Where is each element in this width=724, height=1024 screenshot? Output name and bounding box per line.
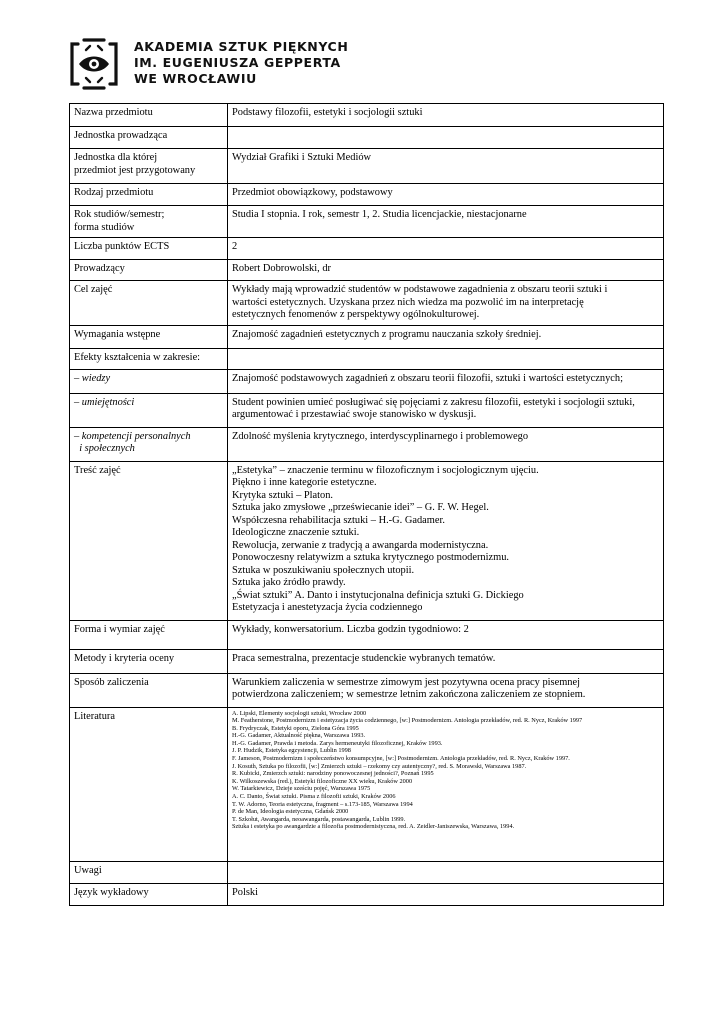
institution-line-2: IM. EUGENIUSZA GEPPERTA — [134, 55, 341, 70]
tresc-line: Ideologiczne znaczenie sztuki. — [232, 527, 360, 538]
value-rok: Studia I stopnia. I rok, semestr 1, 2. Studia licencjackie, niestacjonarne — [228, 206, 664, 238]
literatura-item: H.-G. Gadamer, Aktualność piękna, Warszawa 1993. — [232, 732, 366, 740]
label-rok-line-1: Rok studiów/semestr; — [74, 209, 165, 220]
umiejetnosci-line: argumentować i przestawiać swoje stanowisko w dyskusji. — [232, 409, 477, 420]
row-nazwa — [70, 104, 664, 127]
institution-line-1: AKADEMIA SZTUK PIĘKNYCH — [134, 39, 349, 54]
value-nazwa: Podstawy filozofii, estetyki i socjologii sztuki — [228, 104, 664, 127]
umiejetnosci-line: Student powinien umieć posługiwać się pojęciami z zakresu filozofii, estetyki i socjologii sztuki, — [232, 396, 635, 408]
row-tresc — [70, 461, 664, 620]
tresc-line: Sztuka w poszukiwaniu społecznych utopii. — [232, 564, 415, 576]
value-literatura — [228, 707, 664, 861]
value-prowadzacy: Robert Dobrowolski, dr — [228, 260, 664, 281]
label-dla-ktorej — [70, 149, 228, 184]
row-ects — [70, 238, 664, 260]
literatura-item: M. Featherstone, Postmodernizm i estetyzacja życia codziennego, [w:] Postmodernizm. Antologia przekładów, red. R. Nycz, Kraków 1997 — [232, 717, 583, 725]
value-jezyk: Polski — [228, 883, 664, 905]
sposob-line: Warunkiem zaliczenia w semestrze zimowym jest pozytywna ocena pracy pisemnej — [232, 676, 580, 688]
label-dla-ktorej-line-2: przedmiot jest przygotowany — [74, 164, 196, 176]
institution-line-3: WE WROCŁAWIU — [134, 71, 257, 86]
row-kompetencje — [70, 427, 664, 461]
value-uwagi — [228, 861, 664, 883]
value-dla-ktorej: Wydział Grafiki i Sztuki Mediów — [228, 149, 664, 184]
label-kompetencje — [70, 427, 228, 461]
cel-line: wartości estetycznych. Uzyskana przez nich wiedza ma pozwolić im na interpretację — [232, 296, 584, 308]
row-umiejetnosci — [70, 393, 664, 427]
row-jezyk — [70, 883, 664, 905]
row-cel — [70, 281, 664, 326]
institution-name — [134, 39, 348, 87]
row-wiedzy — [70, 369, 664, 393]
label-prowadzacy: Prowadzący — [70, 260, 228, 281]
literatura-item: H.-G. Gadamer, Prawda i metoda. Zarys hermeneutyki filozoficznej, Kraków 1993. — [232, 739, 443, 747]
row-literatura — [70, 707, 664, 861]
label-wiedzy: – wiedzy — [70, 369, 228, 393]
cel-line: Wykłady mają wprowadzić studentów w podstawowe zagadnienia z obszaru teorii sztuki i — [232, 284, 608, 295]
value-wiedzy — [228, 369, 664, 393]
value-forma: Wykłady, konwersatorium. Liczba godzin tygodniowo: 2 — [228, 620, 664, 649]
value-umiejetnosci — [228, 393, 664, 427]
literatura-item: K. Wilkoszewska (red.), Estetyki filozoficzne XX wieku, Kraków 2000 — [232, 777, 413, 785]
tresc-line: Ponowoczesny relatywizm a sztuka krytycznego postmodernizmu. — [232, 552, 510, 563]
tresc-line: Estetyzacja i anestetyzacja życia codziennego — [232, 602, 423, 613]
label-rok — [70, 206, 228, 238]
literatura-item: T. W. Adorno, Teoria estetyczna, fragment – s.173-185, Warszawa 1994 — [232, 800, 413, 808]
row-wymagania — [70, 325, 664, 348]
label-umiejetnosci: – umiejętności — [70, 393, 228, 427]
label-kompetencje-line-1: – kompetencji personalnych — [74, 430, 191, 442]
label-wymagania: Wymagania wstępne — [70, 325, 228, 348]
academy-logo-icon — [68, 38, 120, 90]
row-prowadzacy — [70, 260, 664, 281]
row-uwagi — [70, 861, 664, 883]
literatura-item: F. Jameson, Postmodernizm i społeczeństwo konsumpcyjne, [w:] Postmodernizm. Antologia przekładów, red. R. Nycz, Kraków 1997. — [232, 755, 570, 763]
literatura-item: A. C. Danto, Świat sztuki. Pisma z filozofii sztuki, Kraków 2006 — [232, 793, 396, 801]
value-jednostka — [228, 127, 664, 149]
tresc-line: Piękno i inne kategorie estetyczne. — [232, 477, 377, 488]
tresc-line: Sztuka jako zmysłowe „przeświecanie idei” – G. F. W. Hegel. — [232, 502, 489, 513]
value-tresc — [228, 461, 664, 620]
cel-line: estetycznych fenomenów z perspektywy ogólnokulturowej. — [232, 309, 480, 320]
row-jednostka — [70, 127, 664, 149]
label-rodzaj: Rodzaj przedmiotu — [70, 184, 228, 206]
row-forma — [70, 620, 664, 649]
label-metody: Metody i kryteria oceny — [70, 649, 228, 673]
sposob-line: potwierdzona zaliczeniem; w semestrze letnim zakończona zaliczeniem ze stopniem. — [232, 689, 586, 700]
label-jednostka: Jednostka prowadząca — [70, 127, 228, 149]
tresc-line: Rewolucja, zerwanie z tradycją a awangarda modernistyczna. — [232, 539, 489, 551]
value-rodzaj: Przedmiot obowiązkowy, podstawowy — [228, 184, 664, 206]
label-forma: Forma i wymiar zajęć — [70, 620, 228, 649]
label-tresc: Treść zajęć — [70, 461, 228, 620]
row-rodzaj — [70, 184, 664, 206]
tresc-line: „Estetyka” – znaczenie terminu w filozoficznym i socjologicznym ujęciu. — [232, 464, 539, 476]
label-cel: Cel zajęć — [70, 281, 228, 326]
row-dla-ktorej — [70, 149, 664, 184]
literatura-item: Sztuka i estetyka po awangardzie a filozofia postmodernistyczna, red. A. Zeidler-Janiszewska, Warszawa, 1994. — [232, 823, 515, 831]
literatura-item: J. P. Hudzik, Estetyka egzystencji, Lublin 1998 — [232, 747, 351, 755]
value-cel — [228, 281, 664, 326]
literatura-item: W. Tatarkiewicz, Dzieje sześciu pojęć, Warszawa 1975 — [232, 785, 371, 793]
row-rok — [70, 206, 664, 238]
value-sposob — [228, 673, 664, 707]
tresc-line: Współczesna rehabilitacja sztuki – H.-G. Gadamer. — [232, 514, 445, 526]
label-sposob: Sposób zaliczenia — [70, 673, 228, 707]
literatura-item: R. Kubicki, Zmierzch sztuki: narodziny ponowoczesnej jedności?, Poznań 1995 — [232, 770, 434, 778]
row-sposob — [70, 673, 664, 707]
value-wymagania: Znajomość zagadnień estetycznych z programu nauczania szkoły średniej. — [228, 325, 664, 348]
label-nazwa: Nazwa przedmiotu — [70, 104, 228, 127]
literatura-item: A. Lipski, Elementy socjologii sztuki, Wrocław 2000 — [232, 709, 367, 717]
label-rok-line-2: forma studiów — [74, 221, 135, 233]
value-kompetencje: Zdolność myślenia krytycznego, interdyscyplinarnego i problemowego — [228, 427, 664, 461]
course-syllabus-table — [69, 103, 664, 906]
row-efekty — [70, 348, 664, 369]
label-jezyk: Język wykładowy — [70, 883, 228, 905]
value-efekty — [228, 348, 664, 369]
label-dla-ktorej-line-1: Jednostka dla której — [74, 152, 158, 163]
tresc-line: Krytyka sztuki – Platon. — [232, 489, 334, 501]
label-uwagi: Uwagi — [70, 861, 228, 883]
wiedzy-line: Znajomość podstawowych zagadnień z obszaru teorii filozofii, sztuki i wartości estetycznych; — [232, 372, 623, 384]
page-header — [68, 38, 348, 90]
tresc-line: Sztuka jako źródło prawdy. — [232, 577, 346, 588]
literatura-item: P. de Man, Ideologia estetyczna, Gdańsk 2000 — [232, 808, 349, 816]
value-ects: 2 — [228, 238, 664, 260]
label-kompetencje-line-2: i społecznych — [74, 443, 135, 454]
value-metody: Praca semestralna, prezentacje studenckie wybranych tematów. — [228, 649, 664, 673]
label-literatura: Literatura — [70, 707, 228, 861]
literatura-item: T. Szkołut, Awangarda, neoawangarda, postawangarda, Lublin 1999. — [232, 815, 406, 823]
literatura-item: B. Frydryczak, Estetyki oporu, Zielona Góra 1995 — [232, 724, 359, 732]
tresc-line: „Świat sztuki” A. Danto i instytucjonalna definicja sztuki G. Dickiego — [232, 589, 524, 601]
row-metody — [70, 649, 664, 673]
label-ects: Liczba punktów ECTS — [70, 238, 228, 260]
label-efekty: Efekty kształcenia w zakresie: — [70, 348, 228, 369]
literatura-item: J. Kosuth, Sztuka po filozofii, [w:] Zmierzch sztuki – rzekomy czy autentyczny?, red. S. Morawski, Warszawa 1987. — [232, 762, 527, 770]
